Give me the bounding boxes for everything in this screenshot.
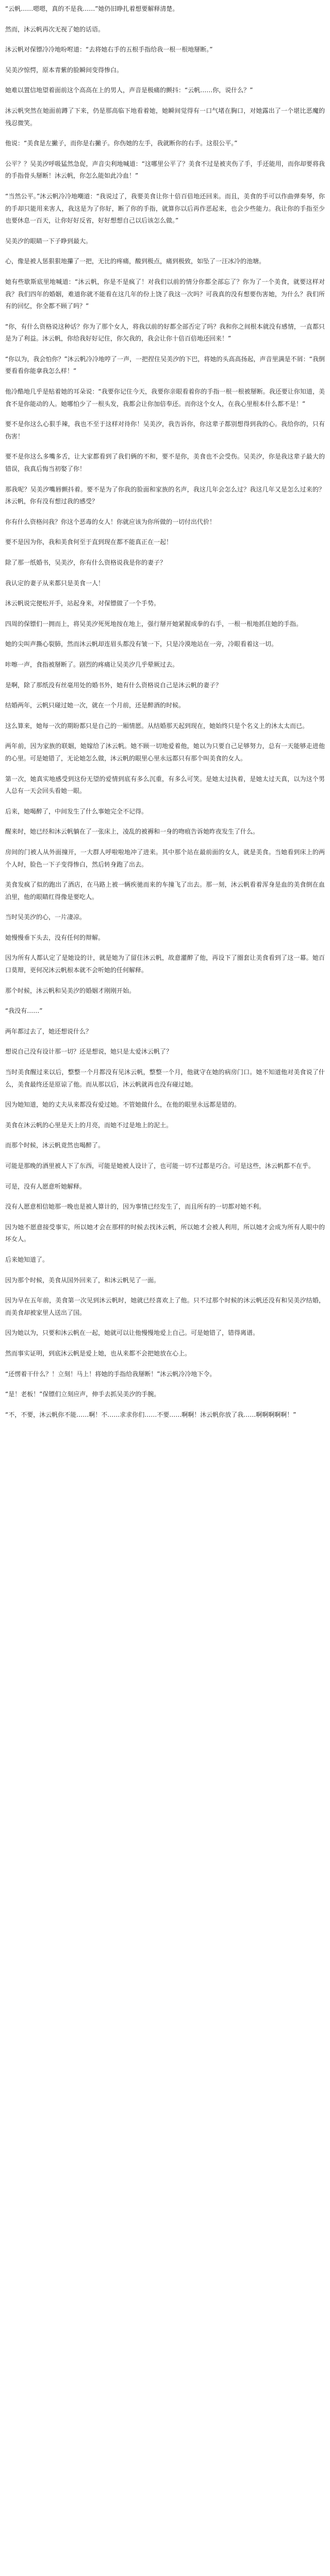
paragraph: 四周的保镖们一拥而上，将吴美汐死死地按在地上，强行掰开她紧握成拳的右手，一根一根地抓住她的手指。 bbox=[5, 620, 303, 628]
paragraph: 然而事实证明，到底沐云帆是爱上她，也从来都不会把她放在心上。 bbox=[5, 1349, 191, 1357]
paragraph: 因为那个时候，美食从国外回来了，和沐云帆见了一面。 bbox=[5, 1276, 160, 1284]
paragraph: 可是，没有人愿意听她解释。 bbox=[5, 1182, 86, 1190]
paragraph: 因为她以为，只要和沐云帆在一起，她就可以让他慢慢地爱上自己。可是她错了，错得离谱。 bbox=[5, 1329, 259, 1337]
paragraph: 他冷酷地几乎是贴着她的耳朵说：“我要你记住今天，我要你亲眼看着你的手指一根一根被掰断。我还要让你知道，美食不是你能动的人。她哪怕少了一根头发，我都会让你加倍奉还。而你这个女人，在我心里根本什么都不是！” bbox=[5, 388, 325, 408]
paragraph: 是啊，除了那纸没有丝毫用处的婚书外，她有什么资格说自己是沐云帆的妻子？ bbox=[5, 681, 222, 689]
paragraph: 吴美汐惊愕，原本青紫的脸瞬间变得惨白。 bbox=[5, 66, 123, 74]
paragraph: 因为早在五年前，美食第一次见到沐云帆时，她就已经喜欢上了他。只不过那个时候的沐云帆还没有和吴美汐结婚，而美食却被家里人送出了国。 bbox=[5, 1297, 325, 1316]
paragraph: 两年前，因为家族的联姻，她嫁给了沐云帆。她不顾一切地爱着他，她以为只要自己足够努力，总有一天能够走进他的心里。可是她错了，无论她怎么做，沐云帆的眼里心里永远都只有那个叫美食的女人。 bbox=[5, 742, 325, 762]
paragraph: 可能是那晚的酒里被人下了东西，可能是她被人设计了，也可能一切不过都是巧合。可是这些，沐云帆都不在乎。 bbox=[5, 1162, 315, 1170]
paragraph: “你以为，我会怕你？”沐云帆冷冷地哼了一声，一把捏住吴美汐的下巴，将她的头高高扬起，声音里满是不屑：“我倒要看看你能拿我怎么样！” bbox=[5, 355, 325, 375]
paragraph: 结婚两年，云帆只碰过她一次，就在一个月前，还是醉酒的时候。 bbox=[5, 702, 185, 709]
paragraph: 要不是你这么心狠手辣，我也不至于这样对待你！吴美汐，我告诉你，你这辈子都别想得到我的心。我给你的，只有伤害！ bbox=[5, 420, 325, 440]
paragraph: 沐云帆说完便松开手，站起身来，对保镖做了一个手势。 bbox=[5, 600, 160, 607]
paragraph: 因为所有人都认定了是她设的计，就是她为了留住沐云帆，故意灌醉了他，再设下了圈套让美食看到了这一幕。她百口莫辩，更何况沐云帆根本就不会听她的任何解释。 bbox=[5, 954, 325, 974]
paragraph: 她难以置信地望着面前这个高高在上的男人，声音是极痛的颤抖：“云帆……你，说什么？” bbox=[5, 87, 253, 94]
paragraph: 咔嚓一声，食指被掰断了。剧烈的疼痛让吴美汐几乎晕厥过去。 bbox=[5, 660, 179, 668]
paragraph: 房间的门被人从外面撞开，一大群人呼啦啦地冲了进来。其中那个站在最前面的女人，就是美食。当她看到床上的两个人时，脸色一下子变得惨白，然后转身跑了出去。 bbox=[5, 848, 325, 868]
paragraph: 想说自己没有设计那一切？还是想说，她只是太爱沐云帆了？ bbox=[5, 1048, 173, 1056]
paragraph: 我认定的妻子从来都只是美食一人！ bbox=[5, 579, 105, 587]
paragraph: 当时吴美汐的心，一片凄凉。 bbox=[5, 913, 86, 921]
paragraph: 他说：“美食是左撇子，而你是右撇子。你伤她的左手，我就断你的右手。这很公平。” bbox=[5, 140, 238, 147]
paragraph: 她有些歇斯底里地喊道：“沐云帆，你是不是疯了！对我们以前的情分你都全部忘了？你为了一个美食，就要这样对我？我们四年的婚姻，难道你就不能看在这几年的份上饶了我这一次吗？可我真的没有想要伤害她，为什么？我们所有的回忆，你全都不顾了吗？” bbox=[5, 278, 325, 310]
paragraph: 沐云帆对保镖冷冷地吩咐道：“去将她右手的五根手指给我一根一根地掰断。” bbox=[5, 46, 213, 54]
paragraph: 美食发疯了似的跑出了酒店，在马路上被一辆疾驰而来的车撞飞了出去。那一刻，沐云帆看着浑身是血的美食倒在血泊里，他的眼睛红得像是要吃人。 bbox=[5, 881, 325, 901]
paragraph: 而那个时候，沐云帆竟然也喝醉了。 bbox=[5, 1142, 105, 1149]
paragraph: 要不是你这么多嘴多舌，让大家都看到了我们俩的不和，要不是你，美食也不会受伤。吴美汐，你是我这辈子最大的错误，我真后悔当初娶了你！ bbox=[5, 453, 325, 473]
paragraph: 要不是因为你，我和美食何至于直到现在都不能真正在一起！ bbox=[5, 538, 173, 546]
paragraph: “当然公平。”沐云帆冷冷地嘲道：“我说过了，我要美食让你十倍百倍地还回来。而且，美食的手可以作曲弹奏琴，你的手却只能用来害人，我这是为了你好，断了你的手指，就算你以后再作恶起来，也会少些能力。我让你的手指至少也要休息一百天，让你好好反省，好好想想自己以后该怎么做。” bbox=[5, 192, 325, 225]
paragraph: 因为她不愿意接受事实，所以她才会在那样的时候去找沐云帆，所以她才会被人利用，所以她才会成为所有人眼中的坏女人。 bbox=[5, 1223, 325, 1243]
paragraph: 美食在沐云帆的心里是天上的月亮，而她不过是地上的泥土。 bbox=[5, 1121, 173, 1129]
paragraph: 那个时候，沐云帆和吴美汐的婚姻才刚刚开始。 bbox=[5, 987, 136, 994]
paragraph: 两年都过去了，她还想说什么？ bbox=[5, 1027, 92, 1035]
paragraph: 醒来时，她已经和沐云帆躺在了一张床上，凌乱的被褥和一身的吻痕告诉她昨夜发生了什么。 bbox=[5, 828, 259, 836]
paragraph: 这么算来，她每一次的期盼都只是自己的一厢情愿。从结婚那天起到现在，她始终只是个名义上的沐太太而已。 bbox=[5, 722, 309, 730]
paragraph: 她的尖叫声撕心裂肺，然而沐云帆却连眉头都没有皱一下，只是冷漠地站在一旁，冷眼看着这一切。 bbox=[5, 640, 278, 648]
paragraph: 然而，沐云帆再次无视了她的话语。 bbox=[5, 25, 105, 33]
paragraph: 后来，她喝醉了，中间发生了什么事她完全不记得。 bbox=[5, 807, 148, 815]
paragraph: 心，像是被人惩狠狠地攥了一把，无比的疼痛，酸到极点，痛到极致，如坠了一汪冰冷的池塘。 bbox=[5, 258, 266, 265]
paragraph: “不，不要，沐云帆你不能……啊！不……求求你们……不要……啊啊！沐云帆你放了我……啊啊啊啊啊！” bbox=[5, 1411, 296, 1418]
paragraph: 当时美食醒过来以后，整整一个月都没有见沐云帆，整整一个月，他就守在她的病房门口。她不知道他对美食说了什么，美食最终还是原谅了他。而从那以后，沐云帆就再也没有碰过她。 bbox=[5, 1069, 325, 1088]
paragraph: “还愣着干什么？！立刻！马上！将她的手指给我掰断！”沐云帆冷冷地下令。 bbox=[5, 1370, 216, 1378]
paragraph: 第一次，她真实地感受到这份无望的爱情到底有多么沉重，有多么可笑。是她太过执着，是她太过天真，以为这个男人总有一天会回头看她一眼。 bbox=[5, 775, 325, 795]
paragraph: 那我呢？吴美汐嘴唇颤抖着。要不是为了你我的脸面和家族的名声，我这几年会怎么过？我这几年又是怎么过来的？沐云帆，你有没有想过我的感受？ bbox=[5, 485, 325, 505]
paragraph: 没有人愿意相信她那一晚也是被人算计的，因为事情已经发生了，而且所有的一切都对她不利。 bbox=[5, 1203, 266, 1211]
paragraph: 因为她知道，她的丈夫从来都没有爱过她。不管她做什么，在他的眼里永远都是错的。 bbox=[5, 1101, 241, 1109]
paragraph: “你，有什么资格说这种话？你为了那个女人，将我以前的好都全部否定了吗？我和你之间根本就没有感情，一直都只是为了利益。沐云帆，你给我好好记住，你欠我的，我会让你十倍百倍地还回来！” bbox=[5, 323, 325, 343]
paragraph: 吴美汐的眼睛一下子睁到最大。 bbox=[5, 237, 92, 245]
paragraph: 后来她知道了。 bbox=[5, 1256, 49, 1263]
paragraph: 除了那一纸婚书，吴美汐，你有什么资格说我是你的妻子？ bbox=[5, 559, 167, 566]
paragraph: 公平？？吴美汐呼吸猛然急促，声音尖利地喊道：“这哪里公平了？美食不过是被夹伤了手，手还能用，而你却要将我的手指骨头掰断！沐云帆，你怎么能如此冷血！” bbox=[5, 160, 325, 180]
paragraph: “是！老板！”保镖们立刻应声，伸手去抓吴美汐的手腕。 bbox=[5, 1391, 160, 1398]
paragraph: “云帆……嗯嗯，真的不是我……”她仍旧睁扎着想要解释清楚。 bbox=[5, 5, 179, 12]
paragraph: 你有什么资格问我？你这个恶毒的女人！你就应该为你所做的一切付出代价！ bbox=[5, 518, 216, 526]
paragraph: “我没有……” bbox=[5, 1007, 43, 1015]
paragraph: 她慢慢垂下头去，没有任何的辩解。 bbox=[5, 934, 105, 941]
paragraph: 沐云帆突然在她面前蹲了下来，仍是那高临下地看着她，她瞬间觉得有一口气堵在胸口，对她露出了一个堪比恶魔的残忍微笑。 bbox=[5, 107, 325, 127]
